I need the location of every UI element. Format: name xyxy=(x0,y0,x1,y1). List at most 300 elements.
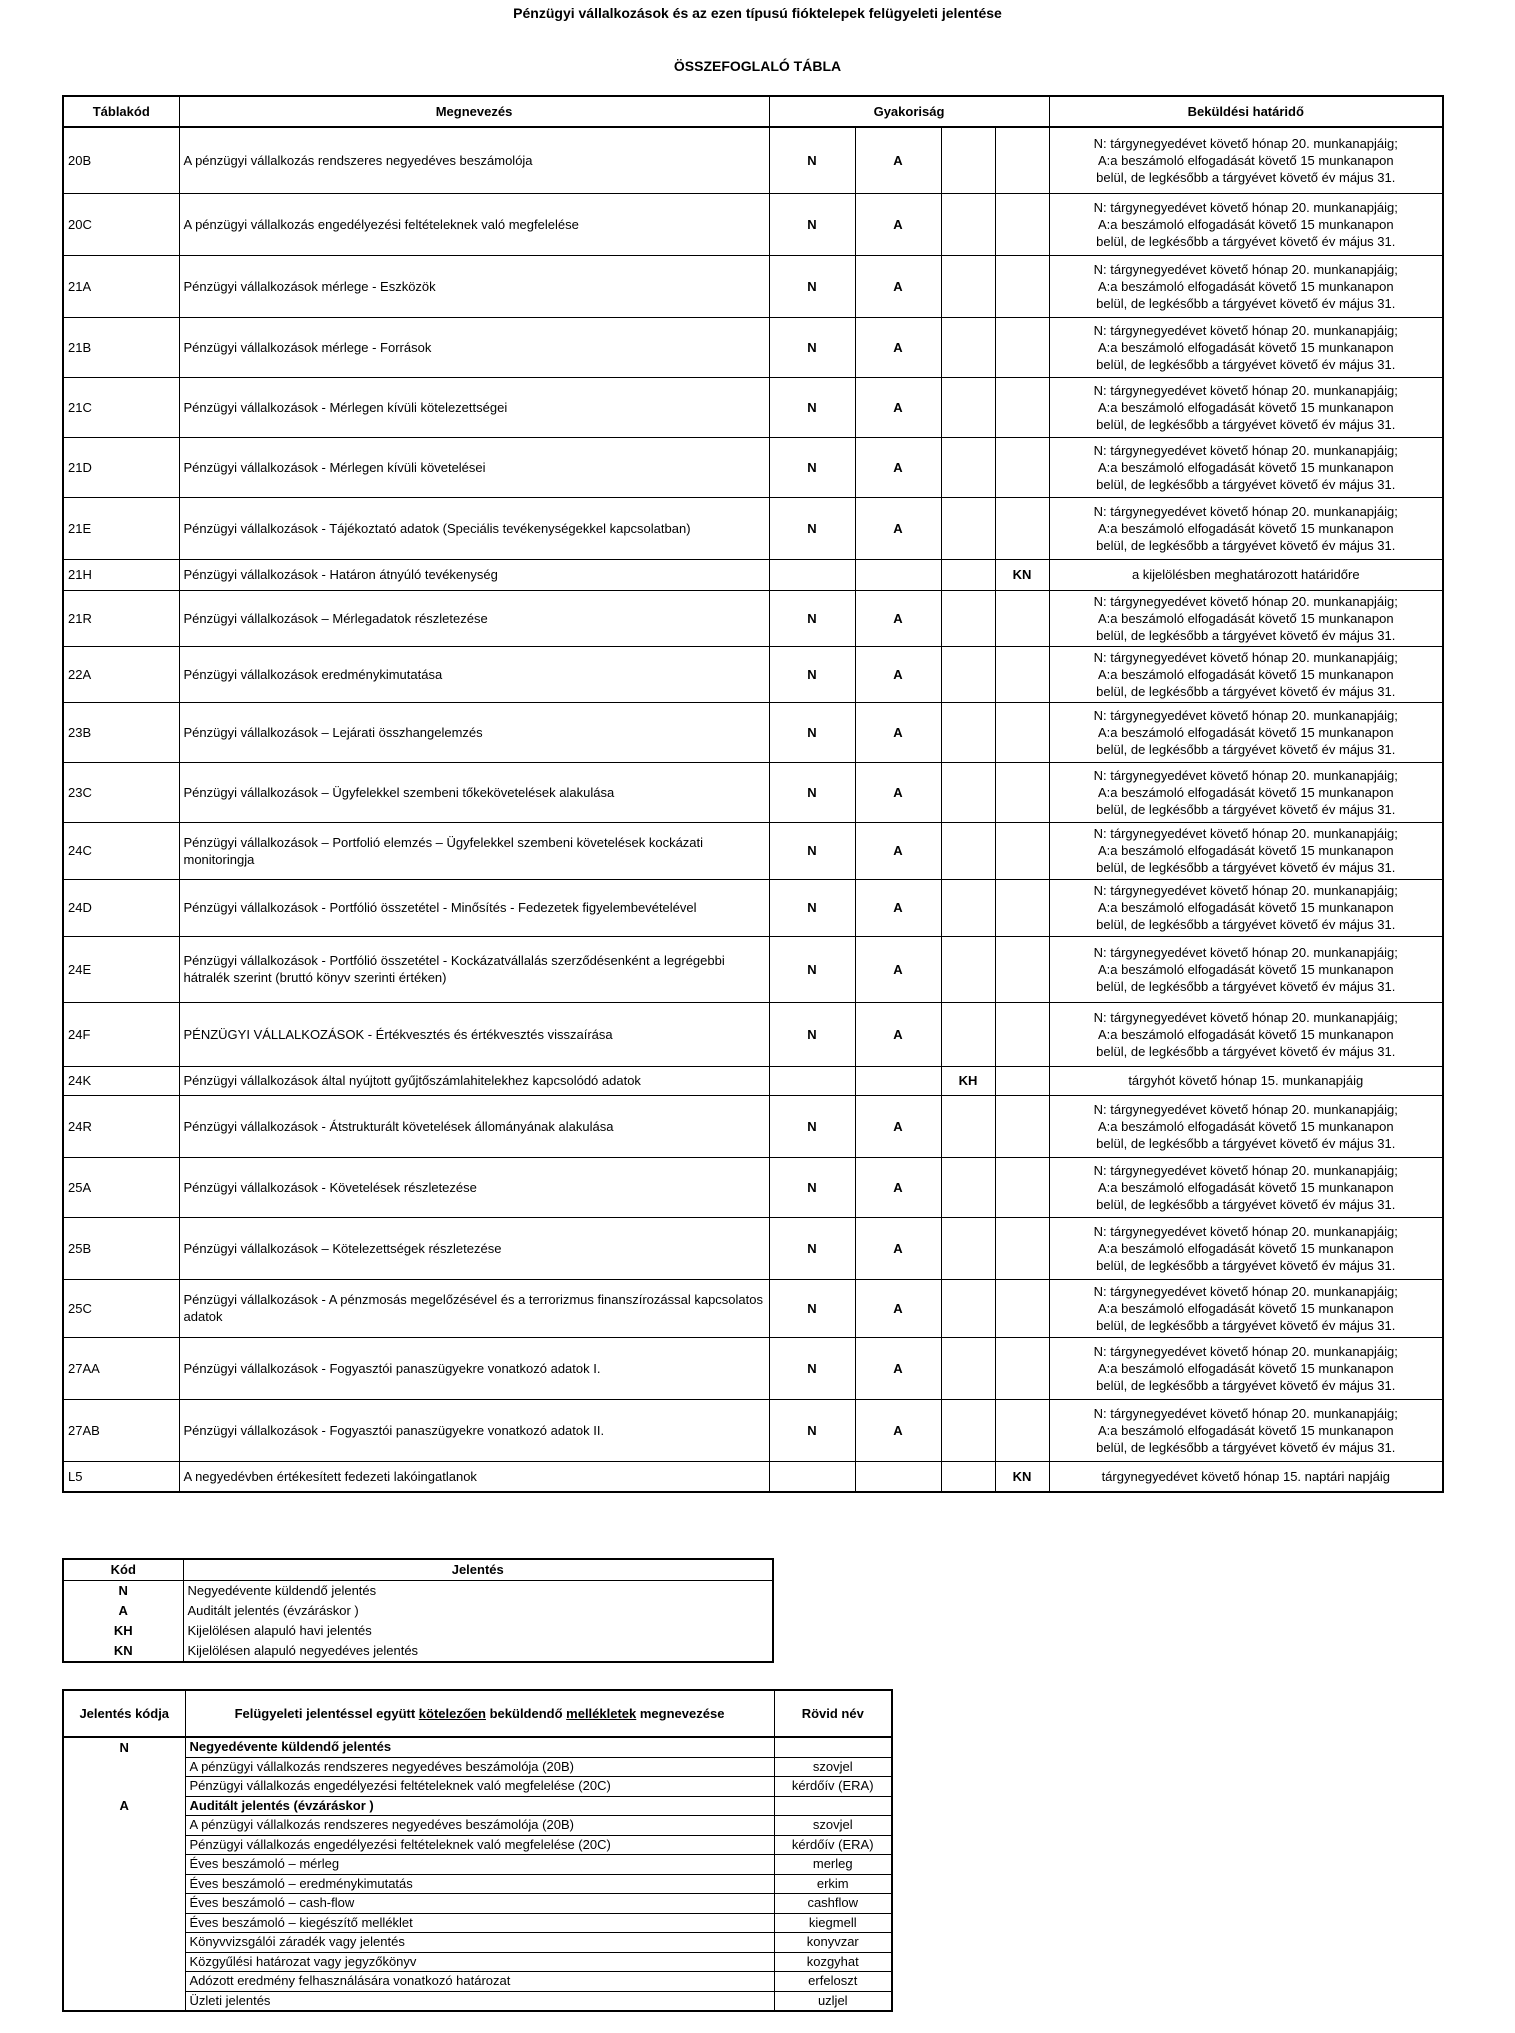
attachment-code xyxy=(63,1933,185,1953)
legend-label: Auditált jelentés (évzáráskor ) xyxy=(183,1601,773,1621)
frequency-cell xyxy=(995,1217,1049,1279)
frequency-cell: N xyxy=(769,1095,855,1157)
frequency-cell xyxy=(995,702,1049,762)
legend-label: Kijelölésen alapuló negyedéves jelentés xyxy=(183,1641,773,1662)
deadline-line: A:a beszámoló elfogadását követő 15 munkanapon xyxy=(1097,666,1394,682)
frequency-cell: A xyxy=(855,1399,941,1461)
frequency-cell xyxy=(995,255,1049,317)
frequency-cell xyxy=(941,1337,995,1399)
table-row xyxy=(63,497,1443,559)
deadline-cell: tárgynegyedévet követő hónap 15. naptári napjáig xyxy=(1049,1461,1443,1492)
frequency-cell: A xyxy=(855,646,941,702)
table-row xyxy=(63,1217,1443,1279)
attachment-short-name: kozgyhat xyxy=(774,1952,892,1972)
frequency-cell xyxy=(995,317,1049,377)
table-name-cell: A negyedévben értékesített fedezeti lakóingatlanok xyxy=(179,1461,769,1492)
frequency-cell: A xyxy=(855,1157,941,1217)
table-code-cell: 21C xyxy=(63,377,179,437)
attachment-name: Negyedévente küldendő jelentés xyxy=(185,1737,774,1757)
deadline-line: belül, de legkésőbb a tárgyévet követő év május 31. xyxy=(1096,537,1396,553)
table-row xyxy=(63,559,1443,590)
attach-col-name xyxy=(185,1690,774,1737)
deadline-line: belül, de legkésőbb a tárgyévet követő év május 31. xyxy=(1096,356,1396,372)
deadline-line: belül, de legkésőbb a tárgyévet követő év május 31. xyxy=(1096,917,1396,932)
deadline-line: A:a beszámoló elfogadását követő 15 munkanapon xyxy=(1097,1422,1394,1438)
table-row xyxy=(63,1157,1443,1217)
legend-row xyxy=(63,1581,773,1602)
deadline-cell xyxy=(1049,1399,1443,1461)
legend-col-code: Kód xyxy=(63,1559,183,1581)
table-code-cell: 24C xyxy=(63,822,179,879)
frequency-cell: A xyxy=(855,193,941,255)
attachment-code: N xyxy=(119,1739,129,1755)
deadline-line: N: tárgynegyedévet követő hónap 20. munkanapjáig; xyxy=(1093,442,1398,458)
frequency-cell: KH xyxy=(941,1066,995,1095)
attachment-name: Éves beszámoló – mérleg xyxy=(185,1855,774,1875)
table-row xyxy=(63,317,1443,377)
table-code-cell: 24D xyxy=(63,879,179,936)
table-code-cell: 25A xyxy=(63,1157,179,1217)
deadline-line: belül, de legkésőbb a tárgyévet követő év május 31. xyxy=(1096,1439,1396,1455)
table-row xyxy=(63,1461,1443,1492)
frequency-cell: A xyxy=(855,377,941,437)
frequency-cell: A xyxy=(855,1095,941,1157)
deadline-cell xyxy=(1049,127,1443,193)
frequency-cell xyxy=(941,1461,995,1492)
frequency-cell xyxy=(941,255,995,317)
table-code-cell: 27AB xyxy=(63,1399,179,1461)
attachment-code xyxy=(63,1816,185,1836)
attachment-row xyxy=(63,1894,892,1914)
table-name-cell: Pénzügyi vállalkozások eredménykimutatása xyxy=(179,646,769,702)
deadline-line: A:a beszámoló elfogadását követő 15 munkanapon xyxy=(1097,152,1394,168)
attachment-row xyxy=(63,1777,892,1797)
frequency-cell: A xyxy=(855,879,941,936)
frequency-cell: N xyxy=(769,936,855,1002)
frequency-cell: A xyxy=(855,822,941,879)
col-header-deadline: Beküldési határidő xyxy=(1049,96,1443,127)
frequency-cell xyxy=(941,497,995,559)
deadline-line: A:a beszámoló elfogadását követő 15 munkanapon xyxy=(1097,1300,1394,1316)
attachment-row xyxy=(63,1874,892,1894)
frequency-cell: KN xyxy=(995,1461,1049,1492)
table-row xyxy=(63,936,1443,1002)
attachment-name: Közgyűlési határozat vagy jegyzőkönyv xyxy=(185,1952,774,1972)
attachment-short-name: merleg xyxy=(774,1855,892,1875)
frequency-cell xyxy=(769,1066,855,1095)
frequency-cell: A xyxy=(855,936,941,1002)
deadline-cell xyxy=(1049,193,1443,255)
attachment-short-name: kérdőív (ERA) xyxy=(774,1777,892,1797)
attachment-name: A pénzügyi vállalkozás rendszeres negyedéves beszámolója (20B) xyxy=(185,1757,774,1777)
table-row xyxy=(63,646,1443,702)
frequency-cell: A xyxy=(855,497,941,559)
deadline-cell xyxy=(1049,317,1443,377)
frequency-cell xyxy=(941,127,995,193)
deadline-line: A:a beszámoló elfogadását követő 15 munkanapon xyxy=(1097,1240,1394,1256)
deadline-line: belül, de legkésőbb a tárgyévet követő év május 31. xyxy=(1096,1196,1396,1212)
deadline-cell xyxy=(1049,590,1443,646)
table-row xyxy=(63,377,1443,437)
deadline-line: N: tárgynegyedévet követő hónap 20. munkanapjáig; xyxy=(1093,1405,1398,1421)
table-name-cell: Pénzügyi vállalkozások - Tájékoztató adatok (Speciális tevékenységekkel kapcsolatban) xyxy=(179,497,769,559)
frequency-cell xyxy=(855,1066,941,1095)
table-code-cell: 21D xyxy=(63,437,179,497)
table-code-cell: 25C xyxy=(63,1279,179,1337)
attachment-name: Auditált jelentés (évzáráskor ) xyxy=(185,1796,774,1816)
table-row xyxy=(63,127,1443,193)
deadline-line: N: tárgynegyedévet követő hónap 20. munkanapjáig; xyxy=(1093,883,1398,898)
attachment-code xyxy=(63,1835,185,1855)
deadline-cell xyxy=(1049,377,1443,437)
deadline-cell xyxy=(1049,646,1443,702)
frequency-cell: N xyxy=(769,822,855,879)
table-name-cell: Pénzügyi vállalkozások - Követelések részletezése xyxy=(179,1157,769,1217)
frequency-cell xyxy=(995,193,1049,255)
table-code-cell: 21E xyxy=(63,497,179,559)
table-code-cell: 23C xyxy=(63,762,179,822)
col-header-name: Megnevezés xyxy=(179,96,769,127)
table-code-cell: 24K xyxy=(63,1066,179,1095)
deadline-line: N: tárgynegyedévet követő hónap 20. munkanapjáig; xyxy=(1093,382,1398,398)
deadline-line: belül, de legkésőbb a tárgyévet követő év május 31. xyxy=(1096,233,1396,249)
deadline-line: N: tárgynegyedévet követő hónap 20. munkanapjáig; xyxy=(1093,199,1398,215)
attachment-short-name: szovjel xyxy=(774,1816,892,1836)
table-name-cell: Pénzügyi vállalkozások - Mérlegen kívüli követelései xyxy=(179,437,769,497)
legend-code: N xyxy=(118,1583,128,1598)
table-name-cell: Pénzügyi vállalkozások - Mérlegen kívüli kötelezettségei xyxy=(179,377,769,437)
frequency-cell: A xyxy=(855,1002,941,1066)
deadline-cell: tárgyhót követő hónap 15. munkanapjáig xyxy=(1049,1066,1443,1095)
deadline-line: N: tárgynegyedévet követő hónap 20. munkanapjáig; xyxy=(1093,322,1398,338)
attach-col-code: Jelentés kódja xyxy=(63,1690,185,1737)
attachment-name: Üzleti jelentés xyxy=(185,1991,774,2011)
attachment-code xyxy=(63,1777,185,1797)
attachment-name: Éves beszámoló – kiegészítő melléklet xyxy=(185,1913,774,1933)
attachment-row xyxy=(63,1757,892,1777)
deadline-line: A:a beszámoló elfogadását követő 15 munkanapon xyxy=(1097,724,1394,740)
deadline-cell xyxy=(1049,1002,1443,1066)
deadline-line: A:a beszámoló elfogadását követő 15 munkanapon xyxy=(1097,1026,1394,1042)
attach-col-name-text-3: megnevezése xyxy=(636,1706,725,1721)
frequency-cell: N xyxy=(769,317,855,377)
deadline-line: A:a beszámoló elfogadását követő 15 munkanapon xyxy=(1097,784,1394,800)
frequency-cell xyxy=(941,193,995,255)
frequency-cell xyxy=(941,590,995,646)
deadline-cell xyxy=(1049,1157,1443,1217)
deadline-line: belül, de legkésőbb a tárgyévet követő év május 31. xyxy=(1096,860,1396,875)
frequency-cell: N xyxy=(769,1002,855,1066)
deadline-cell xyxy=(1049,762,1443,822)
attach-col-name-underlined-1: kötelezően xyxy=(418,1706,486,1721)
frequency-cell xyxy=(995,1066,1049,1095)
attachment-short-name: uzljel xyxy=(774,1991,892,2011)
deadline-cell xyxy=(1049,1279,1443,1337)
deadline-line: belül, de legkésőbb a tárgyévet követő év május 31. xyxy=(1096,627,1396,643)
frequency-cell: N xyxy=(769,646,855,702)
deadline-line: N: tárgynegyedévet követő hónap 20. munkanapjáig; xyxy=(1093,649,1398,665)
deadline-line: A:a beszámoló elfogadását követő 15 munkanapon xyxy=(1097,900,1394,915)
deadline-cell: a kijelölésben meghatározott határidőre xyxy=(1049,559,1443,590)
table-row xyxy=(63,437,1443,497)
table-name-cell: Pénzügyi vállalkozások – Portfolió elemzés – Ügyfelekkel szembeni követelések kockázati monitoringja xyxy=(179,822,769,879)
deadline-line: A:a beszámoló elfogadását követő 15 munkanapon xyxy=(1097,339,1394,355)
attach-header-row xyxy=(63,1690,892,1737)
frequency-cell xyxy=(941,377,995,437)
frequency-cell xyxy=(941,1002,995,1066)
frequency-cell xyxy=(995,762,1049,822)
deadline-line: A:a beszámoló elfogadását követő 15 munkanapon xyxy=(1097,1118,1394,1134)
attach-col-name-underlined-2: mellékletek xyxy=(566,1706,637,1721)
deadline-line: N: tárgynegyedévet követő hónap 20. munkanapjáig; xyxy=(1093,1162,1398,1178)
table-row xyxy=(63,702,1443,762)
table-name-cell: Pénzügyi vállalkozások - Határon átnyúló tevékenység xyxy=(179,559,769,590)
attachment-short-name: cashflow xyxy=(774,1894,892,1914)
deadline-cell xyxy=(1049,1337,1443,1399)
table-code-cell: 24R xyxy=(63,1095,179,1157)
deadline-line: A:a beszámoló elfogadását követő 15 munkanapon xyxy=(1097,1360,1394,1376)
frequency-cell xyxy=(941,1399,995,1461)
attachment-code xyxy=(63,1972,185,1992)
table-code-cell: 21R xyxy=(63,590,179,646)
legend-table-body xyxy=(63,1581,773,1663)
attachment-name: Adózott eredmény felhasználására vonatkozó határozat xyxy=(185,1972,774,1992)
deadline-cell xyxy=(1049,497,1443,559)
frequency-cell xyxy=(995,497,1049,559)
deadline-line: A:a beszámoló elfogadását követő 15 munkanapon xyxy=(1097,278,1394,294)
attachment-code xyxy=(63,1757,185,1777)
frequency-cell: KN xyxy=(995,559,1049,590)
frequency-cell xyxy=(941,437,995,497)
table-name-cell: Pénzügyi vállalkozások - Fogyasztói panaszügyekre vonatkozó adatok II. xyxy=(179,1399,769,1461)
deadline-line: belül, de legkésőbb a tárgyévet követő év május 31. xyxy=(1096,295,1396,311)
attachment-code xyxy=(63,1855,185,1875)
table-code-cell: 20C xyxy=(63,193,179,255)
deadline-line: A:a beszámoló elfogadását követő 15 munkanapon xyxy=(1097,610,1394,626)
deadline-line: belül, de legkésőbb a tárgyévet követő év május 31. xyxy=(1096,741,1396,757)
deadline-line: N: tárgynegyedévet követő hónap 20. munkanapjáig; xyxy=(1093,1009,1398,1025)
frequency-cell xyxy=(995,1095,1049,1157)
frequency-cell: A xyxy=(855,1217,941,1279)
attachment-name: A pénzügyi vállalkozás rendszeres negyedéves beszámolója (20B) xyxy=(185,1816,774,1836)
table-row xyxy=(63,1279,1443,1337)
table-name-cell: Pénzügyi vállalkozások – Ügyfelekkel szembeni tőkekövetelések alakulása xyxy=(179,762,769,822)
table-row xyxy=(63,1002,1443,1066)
frequency-cell xyxy=(995,1157,1049,1217)
table-code-cell: 27AA xyxy=(63,1337,179,1399)
frequency-cell xyxy=(995,936,1049,1002)
attachment-name: Pénzügyi vállalkozás engedélyezési feltételeknek való megfelelése (20C) xyxy=(185,1835,774,1855)
deadline-line: N: tárgynegyedévet követő hónap 20. munkanapjáig; xyxy=(1093,1343,1398,1359)
attachment-short-name: konyvzar xyxy=(774,1933,892,1953)
deadline-cell xyxy=(1049,822,1443,879)
attachment-row xyxy=(63,1737,892,1757)
table-name-cell: Pénzügyi vállalkozások - Portfólió összetétel - Kockázatvállalás szerződésenként a legrégebbi hátralék szerint (bruttó könyv szerinti értéken) xyxy=(179,936,769,1002)
table-row xyxy=(63,255,1443,317)
attachment-row xyxy=(63,1913,892,1933)
deadline-line: N: tárgynegyedévet követő hónap 20. munkanapjáig; xyxy=(1093,1283,1398,1299)
frequency-cell: N xyxy=(769,762,855,822)
table-name-cell: Pénzügyi vállalkozások - Átstrukturált követelések állományának alakulása xyxy=(179,1095,769,1157)
deadline-line: A:a beszámoló elfogadását követő 15 munkanapon xyxy=(1097,216,1394,232)
frequency-cell xyxy=(941,1217,995,1279)
attachment-row xyxy=(63,1952,892,1972)
frequency-cell: N xyxy=(769,497,855,559)
table-name-cell: Pénzügyi vállalkozások – Kötelezettségek részletezése xyxy=(179,1217,769,1279)
table-name-cell: Pénzügyi vállalkozások mérlege - Eszközök xyxy=(179,255,769,317)
attachment-code xyxy=(63,1952,185,1972)
deadline-line: A:a beszámoló elfogadását követő 15 munkanapon xyxy=(1097,459,1394,475)
frequency-cell xyxy=(995,1399,1049,1461)
attachment-short-name xyxy=(774,1737,892,1757)
deadline-line: belül, de legkésőbb a tárgyévet követő év május 31. xyxy=(1096,1377,1396,1393)
frequency-cell: A xyxy=(855,255,941,317)
table-code-cell: L5 xyxy=(63,1461,179,1492)
legend-code: KH xyxy=(113,1623,133,1638)
frequency-cell: N xyxy=(769,1157,855,1217)
frequency-cell xyxy=(769,559,855,590)
table-code-cell: 23B xyxy=(63,702,179,762)
page-title: Pénzügyi vállalkozások és az ezen típusú fióktelepek felügyeleti jelentése xyxy=(513,5,1002,21)
table-name-cell: Pénzügyi vállalkozások – Mérlegadatok részletezése xyxy=(179,590,769,646)
deadline-line: A:a beszámoló elfogadását követő 15 munkanapon xyxy=(1097,520,1394,536)
table-row xyxy=(63,1066,1443,1095)
attachment-row xyxy=(63,1816,892,1836)
table-name-cell: Pénzügyi vállalkozások - Portfólió összetétel - Minősítés - Fedezetek figyelembevételével xyxy=(179,879,769,936)
attachment-code: A xyxy=(119,1797,129,1813)
frequency-cell xyxy=(995,1002,1049,1066)
legend-label: Kijelölésen alapuló havi jelentés xyxy=(183,1621,773,1641)
frequency-cell xyxy=(995,1337,1049,1399)
frequency-cell xyxy=(941,317,995,377)
attachment-row xyxy=(63,1991,892,2011)
col-header-code: Táblakód xyxy=(63,96,179,127)
deadline-line: belül, de legkésőbb a tárgyévet követő év május 31. xyxy=(1096,416,1396,432)
deadline-line: belül, de legkésőbb a tárgyévet követő év május 31. xyxy=(1096,1043,1396,1059)
legend-header-row xyxy=(63,1559,773,1581)
deadline-line: N: tárgynegyedévet követő hónap 20. munkanapjáig; xyxy=(1093,261,1398,277)
legend-label: Negyedévente küldendő jelentés xyxy=(183,1581,773,1602)
deadline-line: N: tárgynegyedévet követő hónap 20. munkanapjáig; xyxy=(1093,503,1398,519)
frequency-cell: A xyxy=(855,590,941,646)
frequency-cell: N xyxy=(769,590,855,646)
attachment-row xyxy=(63,1855,892,1875)
table-name-cell: A pénzügyi vállalkozás engedélyezési feltételeknek való megfelelése xyxy=(179,193,769,255)
attach-col-name-text: Felügyeleti jelentéssel együtt xyxy=(234,1706,419,1721)
attachment-short-name xyxy=(774,1796,892,1816)
deadline-line: N: tárgynegyedévet követő hónap 20. munkanapjáig; xyxy=(1093,944,1398,960)
deadline-line: belül, de legkésőbb a tárgyévet követő év május 31. xyxy=(1096,169,1396,185)
frequency-cell xyxy=(995,127,1049,193)
deadline-cell xyxy=(1049,1217,1443,1279)
deadline-line: belül, de legkésőbb a tárgyévet követő év május 31. xyxy=(1096,476,1396,492)
table-code-cell: 24E xyxy=(63,936,179,1002)
frequency-cell: N xyxy=(769,193,855,255)
deadline-cell xyxy=(1049,437,1443,497)
frequency-cell xyxy=(941,646,995,702)
frequency-cell xyxy=(995,879,1049,936)
attachments-table xyxy=(62,1689,893,2012)
table-row xyxy=(63,1399,1443,1461)
frequency-cell: N xyxy=(769,437,855,497)
deadline-line: N: tárgynegyedévet követő hónap 20. munkanapjáig; xyxy=(1093,1101,1398,1117)
summary-header-row xyxy=(63,96,1443,127)
table-code-cell: 24F xyxy=(63,1002,179,1066)
attachment-name: Könyvvizsgálói záradék vagy jelentés xyxy=(185,1933,774,1953)
frequency-cell: A xyxy=(855,1337,941,1399)
frequency-cell: N xyxy=(769,1337,855,1399)
legend-code: A xyxy=(118,1603,128,1618)
table-code-cell: 21B xyxy=(63,317,179,377)
deadline-cell xyxy=(1049,702,1443,762)
frequency-cell xyxy=(941,822,995,879)
summary-table-body xyxy=(63,127,1443,1492)
table-name-cell: Pénzügyi vállalkozások - Fogyasztói panaszügyekre vonatkozó adatok I. xyxy=(179,1337,769,1399)
col-header-frequency: Gyakoriság xyxy=(769,96,1049,127)
table-name-cell: Pénzügyi vállalkozások - A pénzmosás megelőzésével és a terrorizmus finanszírozással kapcsolatos adatok xyxy=(179,1279,769,1337)
table-code-cell: 21H xyxy=(63,559,179,590)
deadline-line: belül, de legkésőbb a tárgyévet követő év május 31. xyxy=(1096,1257,1396,1273)
deadline-line: N: tárgynegyedévet követő hónap 20. munkanapjáig; xyxy=(1093,767,1398,783)
attachment-row xyxy=(63,1972,892,1992)
deadline-line: belül, de legkésőbb a tárgyévet követő év május 31. xyxy=(1096,1135,1396,1151)
deadline-line: belül, de legkésőbb a tárgyévet követő év május 31. xyxy=(1096,683,1396,699)
attachment-row xyxy=(63,1835,892,1855)
frequency-cell: N xyxy=(769,702,855,762)
frequency-cell xyxy=(941,1279,995,1337)
table-name-cell: Pénzügyi vállalkozások mérlege - Források xyxy=(179,317,769,377)
frequency-cell xyxy=(769,1461,855,1492)
legend-row xyxy=(63,1641,773,1662)
table-row xyxy=(63,1095,1443,1157)
frequency-cell: A xyxy=(855,702,941,762)
frequency-cell: A xyxy=(855,437,941,497)
frequency-cell xyxy=(995,822,1049,879)
table-name-cell: Pénzügyi vállalkozások által nyújtott gyűjtőszámlahitelekhez kapcsolódó adatok xyxy=(179,1066,769,1095)
frequency-cell xyxy=(941,1157,995,1217)
attachment-short-name: erkim xyxy=(774,1874,892,1894)
table-code-cell: 25B xyxy=(63,1217,179,1279)
deadline-line: A:a beszámoló elfogadását követő 15 munkanapon xyxy=(1097,1179,1394,1195)
attachment-code xyxy=(63,1894,185,1914)
attachment-code xyxy=(63,1913,185,1933)
frequency-cell: N xyxy=(769,1279,855,1337)
table-row xyxy=(63,822,1443,879)
frequency-cell xyxy=(941,879,995,936)
attachment-short-name: szovjel xyxy=(774,1757,892,1777)
legend-code: KN xyxy=(113,1643,133,1658)
attachment-name: Pénzügyi vállalkozás engedélyezési feltételeknek való megfelelése (20C) xyxy=(185,1777,774,1797)
deadline-line: A:a beszámoló elfogadását követő 15 munkanapon xyxy=(1097,399,1394,415)
table-code-cell: 20B xyxy=(63,127,179,193)
frequency-cell: N xyxy=(769,127,855,193)
frequency-cell: N xyxy=(769,1217,855,1279)
deadline-line: N: tárgynegyedévet követő hónap 20. munkanapjáig; xyxy=(1093,135,1398,151)
table-name-cell: Pénzügyi vállalkozások – Lejárati összhangelemzés xyxy=(179,702,769,762)
table-name-cell: PÉNZÜGYI VÁLLALKOZÁSOK - Értékvesztés és értékvesztés visszaírása xyxy=(179,1002,769,1066)
frequency-cell xyxy=(995,1279,1049,1337)
deadline-cell xyxy=(1049,1095,1443,1157)
code-legend-table xyxy=(62,1558,774,1663)
attachment-code xyxy=(63,1991,185,2011)
deadline-line: N: tárgynegyedévet követő hónap 20. munkanapjáig; xyxy=(1093,826,1398,841)
deadline-line: N: tárgynegyedévet követő hónap 20. munkanapjáig; xyxy=(1093,1223,1398,1239)
frequency-cell xyxy=(941,1095,995,1157)
legend-row xyxy=(63,1601,773,1621)
attach-col-name-text-2: beküldendő xyxy=(485,1706,567,1721)
frequency-cell: A xyxy=(855,127,941,193)
table-name-cell: A pénzügyi vállalkozás rendszeres negyedéves beszámolója xyxy=(179,127,769,193)
